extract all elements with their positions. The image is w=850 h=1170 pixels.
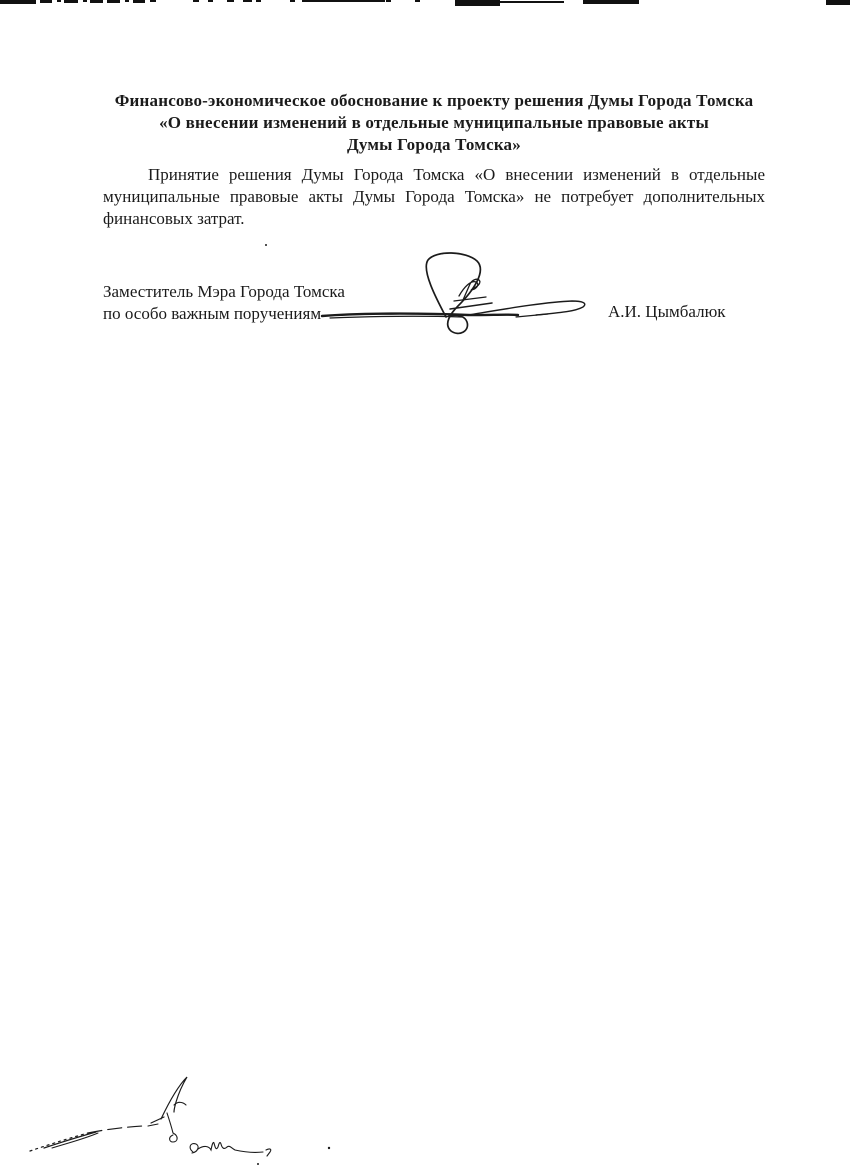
stray-long-stroke-dotted [30,1133,88,1151]
signature-cross-stroke-1 [450,303,492,309]
flourish-bottom-loop [170,1133,178,1142]
scribble-word-body [198,1142,263,1152]
scribble-word-initial [190,1144,198,1153]
flourish-base-stroke [151,1117,164,1123]
signature-inner-squiggle [459,279,480,300]
stray-long-stroke-double-1 [44,1132,96,1148]
flourish-hook [174,1102,186,1105]
title-line-1: Финансово-экономическое обоснование к проекту решения Думы Города Томска [114,91,754,110]
signature-tail-swoosh [468,301,585,315]
scribble-word-end-mark [266,1149,271,1156]
signature-cross-stroke-2 [454,297,486,301]
flourish-tall-stroke [161,1077,187,1119]
stray-long-stroke-dashes [88,1126,143,1133]
signer-position-line-2: по особо важным поручениям [103,304,322,323]
scan-specks [257,244,330,1165]
signature-tail-dash [516,314,548,317]
flourish-descender [167,1113,173,1133]
body-line-2: муниципальные правовые акты Думы Города Томска» не потребует дополнительных [103,187,765,206]
scan-artifacts-top-edge [0,0,850,6]
signer-name: А.И. Цымбалюк [608,302,726,321]
signer-position-line-1: Заместитель Мэра Города Томска [103,282,345,301]
signature-big-loop [426,253,480,333]
stray-dash [148,1124,158,1126]
stray-long-stroke-double-2 [52,1133,98,1148]
title-line-2: «О внесении изменений в отдельные муниципальные правовые акты [159,113,709,132]
stray-pen-marks-bottom [30,1077,271,1156]
title-line-3: Думы Города Томска» [347,135,521,154]
body-line-3: финансовых затрат. [103,209,245,228]
body-paragraph [103,164,765,230]
signer-position-title [103,281,363,325]
body-line-1: Принятие решения Думы Города Томска «О внесении изменений в отдельные [148,165,765,184]
document-title [100,90,768,156]
